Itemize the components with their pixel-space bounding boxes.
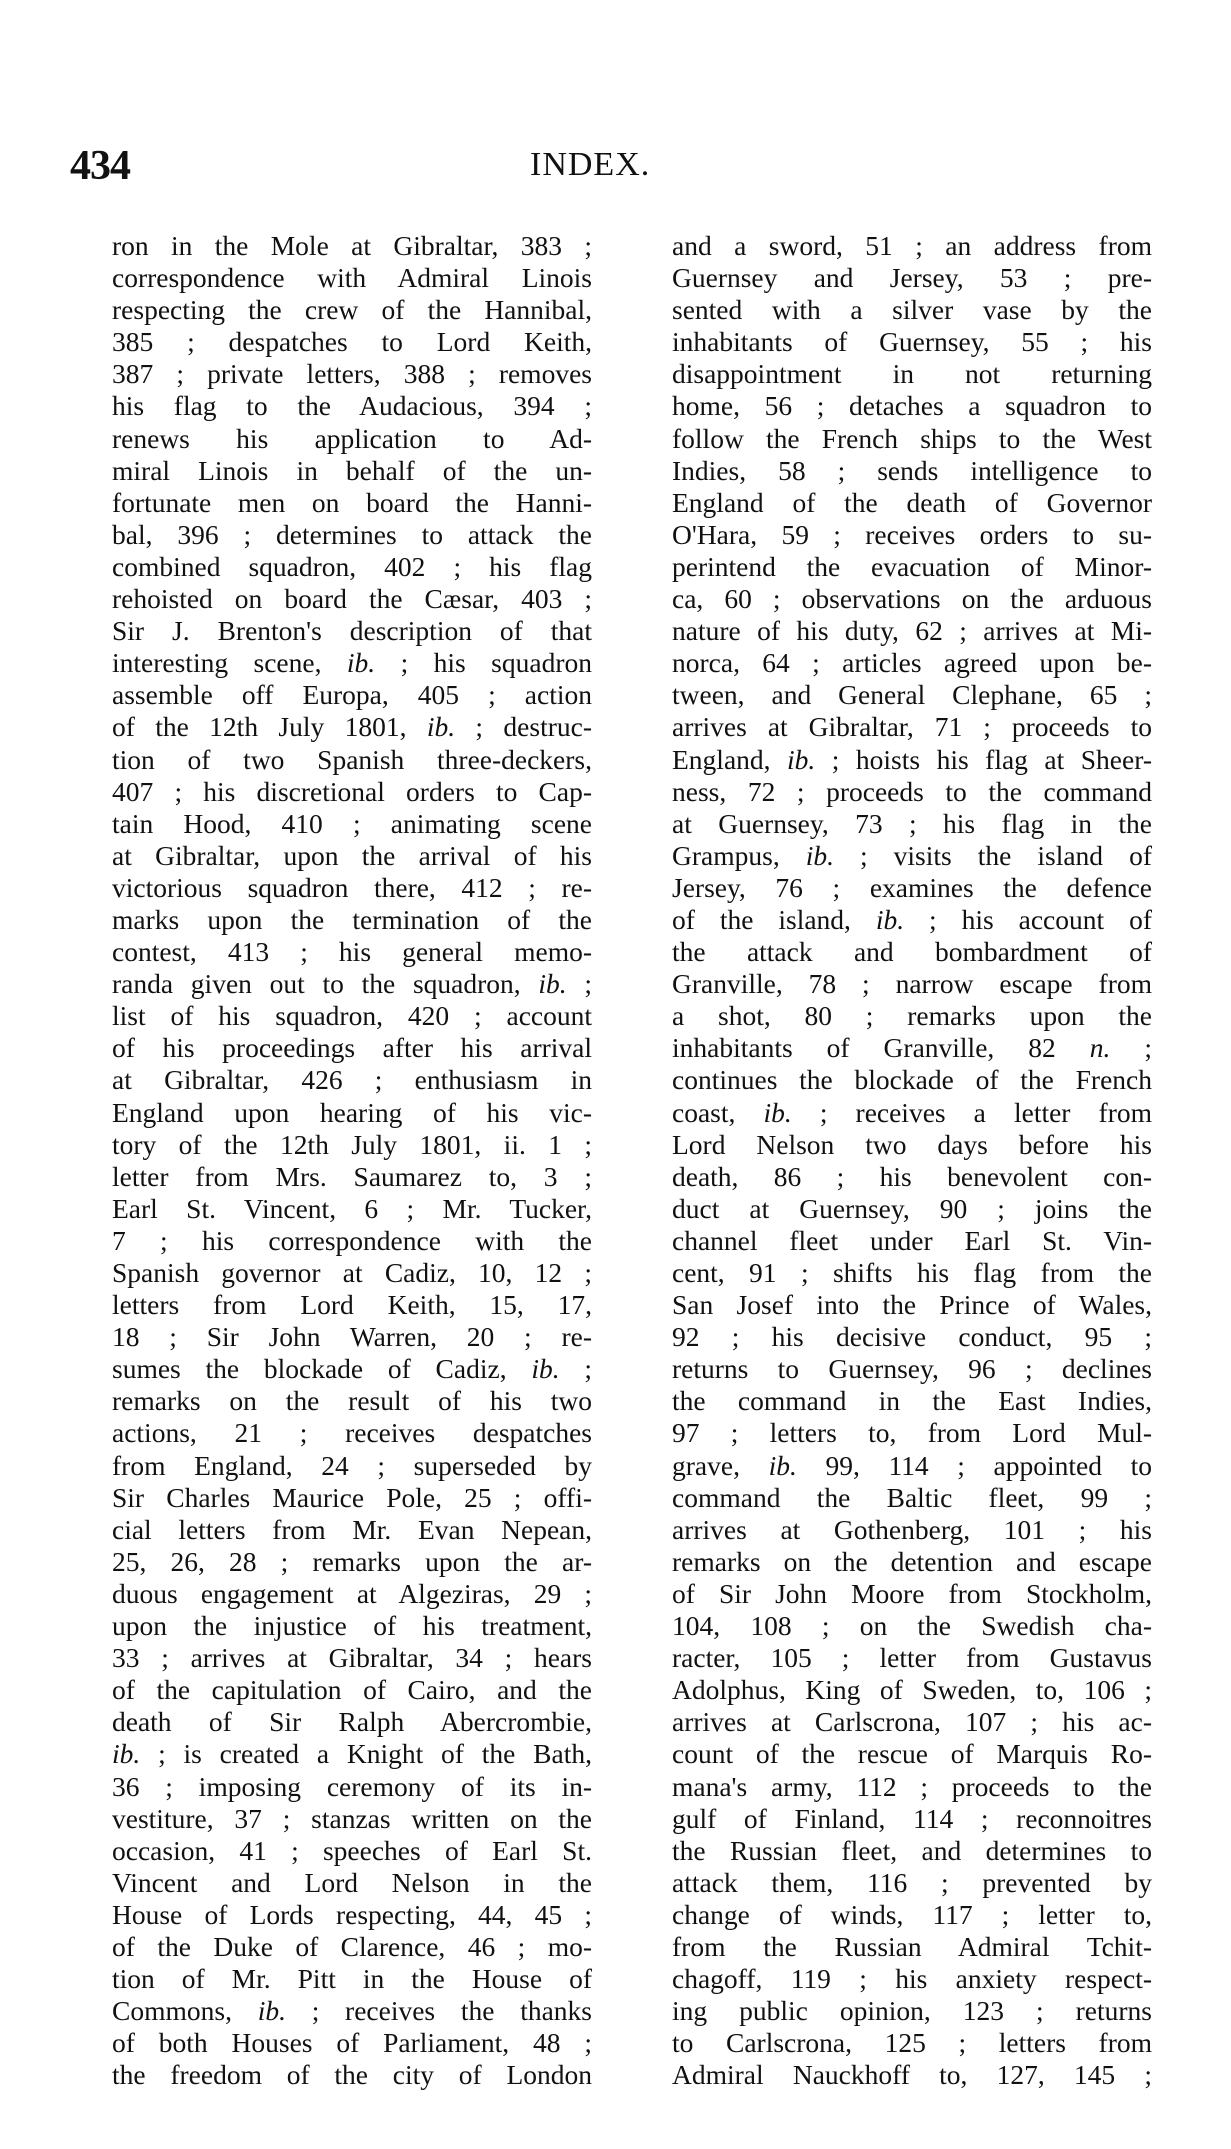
- index-line: Earl St. Vincent, 6 ; Mr. Tucker,: [112, 1192, 592, 1224]
- index-line: ib. ; is created a Knight of the Bath,: [112, 1738, 592, 1770]
- index-line: of his proceedings after his arrival: [112, 1032, 592, 1064]
- index-line: O'Hara, 59 ; receives orders to su-: [672, 518, 1152, 550]
- index-line: 36 ; imposing ceremony of its in-: [112, 1770, 592, 1802]
- index-line: 18 ; Sir John Warren, 20 ; re-: [112, 1321, 592, 1353]
- index-column-right: [672, 230, 1152, 2091]
- index-line: letters from Lord Keith, 15, 17,: [112, 1289, 592, 1321]
- index-line: 385 ; despatches to Lord Keith,: [112, 326, 592, 358]
- index-line: Granville, 78 ; narrow escape from: [672, 968, 1152, 1000]
- index-line: occasion, 41 ; speeches of Earl St.: [112, 1834, 592, 1866]
- index-line: the command in the East Indies,: [672, 1385, 1152, 1417]
- index-line: disappointment in not returning: [672, 358, 1152, 390]
- index-line: ing public opinion, 123 ; returns: [672, 1995, 1152, 2027]
- index-line: at Gibraltar, 426 ; enthusiasm in: [112, 1064, 592, 1096]
- index-line: remarks on the result of his two: [112, 1385, 592, 1417]
- index-line: tain Hood, 410 ; animating scene: [112, 807, 592, 839]
- index-line: respecting the crew of the Hannibal,: [112, 294, 592, 326]
- index-line: count of the rescue of Marquis Ro-: [672, 1738, 1152, 1770]
- index-line: Spanish governor at Cadiz, 10, 12 ;: [112, 1257, 592, 1288]
- index-line: interesting scene, ib. ; his squadron: [112, 647, 592, 679]
- index-line: marks upon the termination of the: [112, 903, 592, 935]
- index-line: tion of two Spanish three-deckers,: [112, 743, 592, 775]
- index-line: at Gibraltar, upon the arrival of his: [112, 839, 592, 871]
- index-line: Indies, 58 ; sends intelligence to: [672, 454, 1152, 486]
- index-line: attack them, 116 ; prevented by: [672, 1866, 1152, 1898]
- index-line: miral Linois in behalf of the un-: [112, 454, 592, 486]
- index-line: arrives at Gothenberg, 101 ; his: [672, 1513, 1152, 1545]
- index-line: duct at Guernsey, 90 ; joins the: [672, 1192, 1152, 1224]
- index-line: home, 56 ; detaches a squadron to: [672, 390, 1152, 422]
- index-line: tween, and General Clephane, 65 ;: [672, 679, 1152, 711]
- index-line: rehoisted on board the Cæsar, 403 ;: [112, 583, 592, 615]
- index-line: death, 86 ; his benevolent con-: [672, 1160, 1152, 1192]
- index-line: at Guernsey, 73 ; his flag in the: [672, 807, 1152, 839]
- index-line: change of winds, 117 ; letter to,: [672, 1898, 1152, 1930]
- index-line: renews his application to Ad-: [112, 422, 592, 454]
- index-line: 387 ; private letters, 388 ; removes: [112, 358, 592, 390]
- index-line: vestiture, 37 ; stanzas written on the: [112, 1802, 592, 1834]
- index-line: follow the French ships to the West: [672, 422, 1152, 454]
- index-line: command the Baltic fleet, 99 ;: [672, 1481, 1152, 1513]
- index-line: 104, 108 ; on the Swedish cha-: [672, 1610, 1152, 1642]
- index-line: Vincent and Lord Nelson in the: [112, 1866, 592, 1898]
- index-line: the freedom of the city of London: [112, 2059, 592, 2091]
- index-line: Jersey, 76 ; examines the defence: [672, 871, 1152, 903]
- index-line: assemble off Europa, 405 ; action: [112, 679, 592, 711]
- running-title: INDEX.: [530, 146, 651, 183]
- index-line: Guernsey and Jersey, 53 ; pre-: [672, 262, 1152, 294]
- index-line: of Sir John Moore from Stockholm,: [672, 1577, 1152, 1609]
- index-line: of the island, ib. ; his account of: [672, 903, 1152, 935]
- index-line: gulf of Finland, 114 ; reconnoitres: [672, 1802, 1152, 1834]
- index-line: 33 ; arrives at Gibraltar, 34 ; hears: [112, 1642, 592, 1674]
- index-line: ness, 72 ; proceeds to the command: [672, 775, 1152, 807]
- index-line: ron in the Mole at Gibraltar, 383 ;: [112, 230, 592, 261]
- index-line: tion of Mr. Pitt in the House of: [112, 1963, 592, 1995]
- index-line: victorious squadron there, 412 ; re-: [112, 871, 592, 903]
- page-number: 434: [70, 143, 130, 189]
- index-line: chagoff, 119 ; his anxiety respect-: [672, 1963, 1152, 1995]
- index-line: a shot, 80 ; remarks upon the: [672, 1000, 1152, 1032]
- index-line: England upon hearing of his vic-: [112, 1096, 592, 1128]
- index-line: to Carlscrona, 125 ; letters from: [672, 2027, 1152, 2059]
- index-line: 97 ; letters to, from Lord Mul-: [672, 1417, 1152, 1449]
- index-line: actions, 21 ; receives despatches: [112, 1417, 592, 1449]
- index-line: upon the injustice of his treatment,: [112, 1610, 592, 1642]
- index-line: cent, 91 ; shifts his flag from the: [672, 1257, 1152, 1288]
- index-line: 7 ; his correspondence with the: [112, 1224, 592, 1256]
- index-line: norca, 64 ; articles agreed upon be-: [672, 647, 1152, 679]
- index-line: England of the death of Governor: [672, 486, 1152, 518]
- index-line: arrives at Gibraltar, 71 ; proceeds to: [672, 711, 1152, 743]
- index-line: Lord Nelson two days before his: [672, 1128, 1152, 1160]
- index-line: letter from Mrs. Saumarez to, 3 ;: [112, 1160, 592, 1192]
- index-line: from England, 24 ; superseded by: [112, 1449, 592, 1481]
- index-line: sumes the blockade of Cadiz, ib. ;: [112, 1353, 593, 1385]
- index-line: of the Duke of Clarence, 46 ; mo-: [112, 1930, 592, 1962]
- index-line: remarks on the detention and escape: [672, 1545, 1152, 1577]
- index-line: 92 ; his decisive conduct, 95 ;: [672, 1321, 1152, 1353]
- index-line: Grampus, ib. ; visits the island of: [672, 839, 1152, 871]
- index-line: list of his squadron, 420 ; account: [112, 1000, 592, 1032]
- index-line: returns to Guernsey, 96 ; declines: [672, 1353, 1152, 1385]
- index-line: inhabitants of Granville, 82 n. ;: [672, 1032, 1152, 1064]
- index-line: grave, ib. 99, 114 ; appointed to: [672, 1449, 1152, 1481]
- index-line: 407 ; his discretional orders to Cap-: [112, 775, 592, 807]
- index-line: cial letters from Mr. Evan Nepean,: [112, 1513, 592, 1545]
- index-line: his flag to the Audacious, 394 ;: [112, 390, 592, 422]
- index-line: ca, 60 ; observations on the arduous: [672, 583, 1152, 615]
- index-line: coast, ib. ; receives a letter from: [672, 1096, 1152, 1128]
- index-line: perintend the evacuation of Minor-: [672, 550, 1152, 582]
- index-line: channel fleet under Earl St. Vin-: [672, 1224, 1152, 1256]
- index-line: racter, 105 ; letter from Gustavus: [672, 1642, 1152, 1674]
- index-line: randa given out to the squadron, ib. ;: [112, 968, 593, 1000]
- index-line: sented with a silver vase by the: [672, 294, 1152, 326]
- index-line: continues the blockade of the French: [672, 1064, 1152, 1096]
- index-line: of both Houses of Parliament, 48 ;: [112, 2027, 592, 2059]
- index-line: 25, 26, 28 ; remarks upon the ar-: [112, 1545, 592, 1577]
- index-line: mana's army, 112 ; proceeds to the: [672, 1770, 1152, 1802]
- index-line: the Russian fleet, and determines to: [672, 1834, 1152, 1866]
- index-line: duous engagement at Algeziras, 29 ;: [112, 1577, 592, 1609]
- index-line: arrives at Carlscrona, 107 ; his ac-: [672, 1706, 1152, 1738]
- index-line: from the Russian Admiral Tchit-: [672, 1930, 1152, 1962]
- index-line: of the capitulation of Cairo, and the: [112, 1674, 592, 1706]
- index-line: England, ib. ; hoists his flag at Sheer-: [672, 743, 1152, 775]
- index-line: of the 12th July 1801, ib. ; destruc-: [112, 711, 592, 743]
- index-line: Sir Charles Maurice Pole, 25 ; offi-: [112, 1481, 592, 1513]
- index-line: correspondence with Admiral Linois: [112, 262, 592, 294]
- index-line: and a sword, 51 ; an address from: [672, 230, 1152, 261]
- index-line: bal, 396 ; determines to attack the: [112, 518, 592, 550]
- index-line: the attack and bombardment of: [672, 936, 1152, 968]
- index-line: fortunate men on board the Hanni-: [112, 486, 592, 518]
- index-line: San Josef into the Prince of Wales,: [672, 1289, 1152, 1321]
- index-line: Adolphus, King of Sweden, to, 106 ;: [672, 1674, 1152, 1706]
- index-line: inhabitants of Guernsey, 55 ; his: [672, 326, 1152, 358]
- index-line: House of Lords respecting, 44, 45 ;: [112, 1898, 592, 1930]
- index-line: tory of the 12th July 1801, ii. 1 ;: [112, 1128, 592, 1160]
- index-column-left: [112, 230, 592, 2091]
- index-line: Admiral Nauckhoff to, 127, 145 ;: [672, 2059, 1152, 2091]
- index-line: Sir J. Brenton's description of that: [112, 615, 592, 647]
- index-line: Commons, ib. ; receives the thanks: [112, 1995, 592, 2027]
- index-line: death of Sir Ralph Abercrombie,: [112, 1706, 592, 1738]
- index-line: contest, 413 ; his general memo-: [112, 936, 592, 968]
- index-line: combined squadron, 402 ; his flag: [112, 550, 592, 582]
- index-line: nature of his duty, 62 ; arrives at Mi-: [672, 615, 1152, 647]
